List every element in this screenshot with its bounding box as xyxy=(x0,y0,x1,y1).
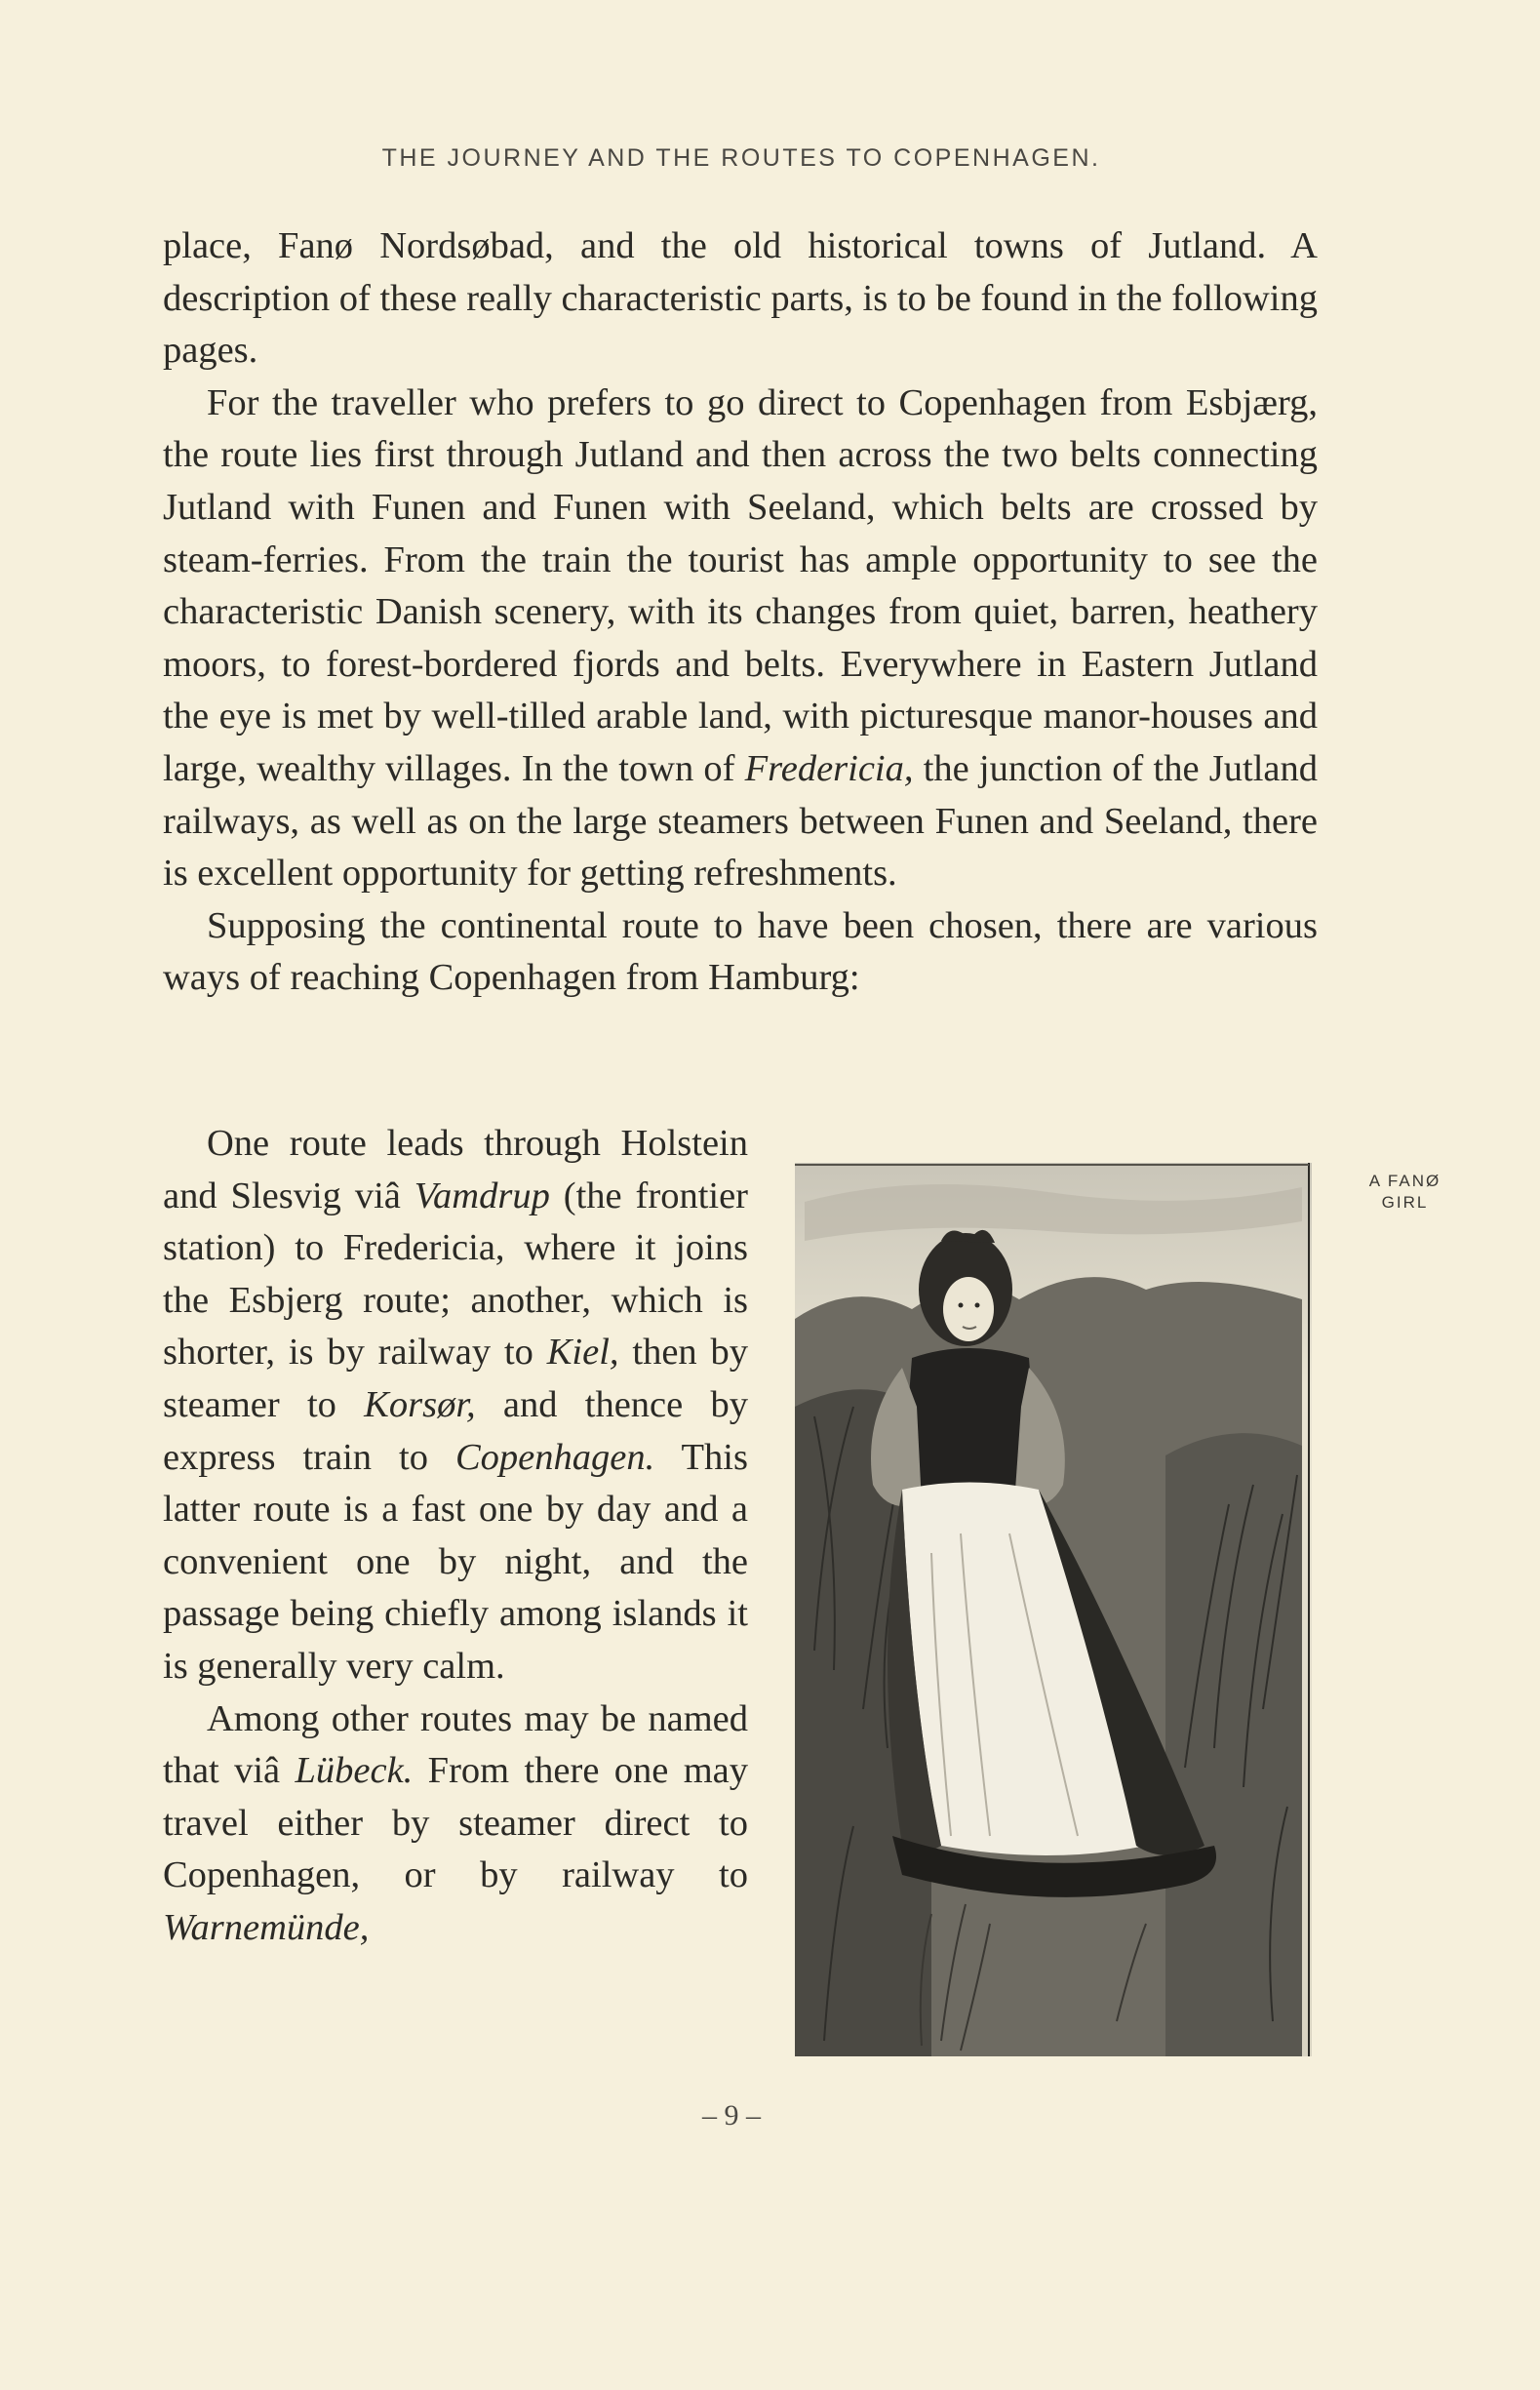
face xyxy=(943,1277,994,1341)
paragraph-5-part-b: From there one may travel either by steamer direct to Copenhagen, or by railway to xyxy=(163,1750,748,1896)
place-copenhagen: Copenhagen. xyxy=(454,1436,655,1478)
dark-grass-right xyxy=(1165,1433,1302,2056)
place-korsor: Korsør, xyxy=(364,1383,476,1425)
place-warnemunde: Warnemünde, xyxy=(163,1906,370,1948)
running-header: THE JOURNEY AND THE ROUTES TO COPENHAGEN. xyxy=(381,144,1101,172)
figure-caption xyxy=(1349,1171,1461,1214)
paragraph-2-part-b: the junction of the Jutland railways, as well as on the large steamers between Funen and Seeland, there is excellent opportunity for getting refreshments. xyxy=(163,747,1318,895)
caption-line-2: GIRL xyxy=(1381,1193,1429,1212)
place-kiel: Kiel, xyxy=(546,1332,619,1374)
place-vamdrup: Vamdrup xyxy=(414,1175,550,1216)
main-text-narrow-column xyxy=(163,1118,748,1955)
paragraph-4-part-d: and thence by express train to xyxy=(163,1383,748,1478)
eye-right xyxy=(975,1303,980,1308)
paragraph-4-part-a: One route leads through Holstein and Slesvig viâ xyxy=(163,1123,748,1216)
eye-left xyxy=(959,1303,964,1308)
fano-girl-engraving xyxy=(795,1163,1312,2056)
caption-line-1: A FANØ xyxy=(1368,1172,1441,1190)
fano-girl-illustration xyxy=(795,1163,1312,2056)
paragraph-2 xyxy=(163,378,1318,900)
paragraph-4-part-b: (the frontier station) to Fredericia, where it joins the Esbjerg route; another, which is shorter, is by railway to xyxy=(163,1175,748,1374)
paragraph-4-part-c: then by steamer to xyxy=(163,1332,749,1425)
paragraph-2-part-a: For the traveller who prefers to go direct to Copenhagen from Esbjærg, the route lies first through Jutland and then across the two belts connecting Jutland with Funen and Funen with Seeland, which belts are crossed by steam-ferries. From the train the tourist has ample opportunity to see the characteristic Danish scenery, with its changes from quiet, barren, heathery moors, to forest-bordered fjords and belts. Everywhere in Eastern Jutland the eye is met by well-tilled arable land, with picturesque manor-houses and large, wealthy villages. In the town of xyxy=(163,381,1318,789)
paragraph-4-part-e: This latter route is a fast one by day and a convenient one by night, and the passage being chiefly among islands it is generally very calm. xyxy=(163,1436,748,1687)
paragraph-4 xyxy=(163,1118,748,1693)
paragraph-5 xyxy=(163,1693,748,1955)
main-text-full-width xyxy=(163,220,1318,1005)
page-number: – 9 – xyxy=(702,2099,761,2131)
paragraph-1: place, Fanø Nordsøbad, and the old historical towns of Jutland. A description of these really characteristic parts, is to be found in the following pages. xyxy=(163,225,1318,372)
paragraph-5-part-a: Among other routes may be named that viâ xyxy=(163,1697,748,1792)
place-lubeck: Lübeck. xyxy=(295,1750,414,1792)
paragraph-3: Supposing the continental route to have been chosen, there are various ways of reaching Copenhagen from Hamburg: xyxy=(163,904,1318,999)
place-fredericia: Fredericia, xyxy=(744,747,914,789)
